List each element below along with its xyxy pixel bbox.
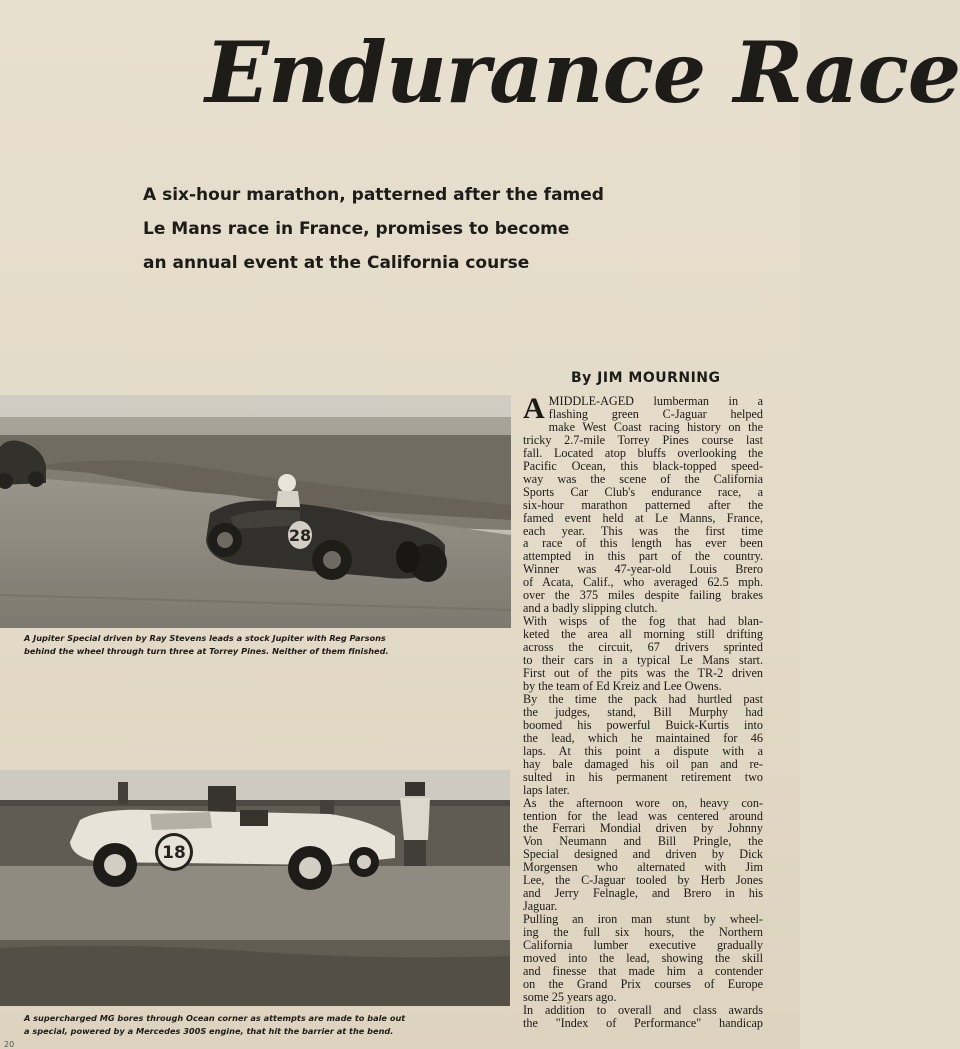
body-line: First out of the pits was the TR-2 driven: [523, 666, 763, 681]
body-line: across the circuit, 67 drivers sprinted: [523, 640, 763, 655]
body-line: flashing green C-Jaguar helped: [548, 406, 763, 421]
body-line: sulted in his permanent retirement two: [523, 769, 763, 784]
photo2-car-number: 18: [162, 843, 186, 863]
photo1-car-number: 28: [288, 526, 312, 545]
body-line: attempted in this part of the country.: [523, 549, 763, 564]
article-deck: [143, 178, 663, 280]
photo1-caption: [24, 632, 504, 658]
body-line: By the time the pack had hurtled past: [523, 691, 763, 706]
body-line: six-hour marathon patterned after the: [523, 497, 763, 512]
body-line: MIDDLE-AGED lumberman in a: [548, 394, 763, 408]
article-body: [523, 392, 763, 1045]
body-line: tricky 2.7-mile Torrey Pines course last: [523, 432, 763, 447]
deck-line: an annual event at the California course: [143, 253, 530, 273]
caption-line: A supercharged MG bores through Ocean corner as attempts are made to bale out: [24, 1013, 406, 1023]
body-line: way was the scene of the California: [523, 471, 763, 486]
body-line: Pulling an iron man stunt by wheel-: [523, 912, 763, 927]
body-line: some 25 years ago.: [523, 989, 617, 1004]
deck-line: A six-hour marathon, patterned after the famed: [143, 185, 604, 205]
body-line: ing the full six hours, the Northern: [523, 925, 763, 940]
body-line: Special designed and driven by Dick: [523, 847, 763, 862]
body-line: Lee, the C-Jaguar tooled by Herb Jones: [523, 873, 763, 888]
body-line: and Jerry Felnagle, and Brero in his: [523, 886, 763, 901]
body-line: Von Neumann and Bill Pringle, the: [523, 834, 763, 849]
body-line: the judges, stand, Bill Murphy had: [523, 704, 763, 719]
body-line: by the team of Ed Kreiz and Lee Owens.: [523, 678, 722, 693]
body-line: moved into the lead, showing the skill: [523, 950, 763, 965]
body-line: As the afternoon wore on, heavy con-: [523, 795, 763, 810]
body-line: each year. This was the first time: [523, 523, 763, 538]
page-number: 20: [4, 1040, 15, 1049]
caption-line: a special, powered by a Mercedes 300S engine, that hit the barrier at the bend.: [24, 1026, 394, 1036]
body-line: laps. At this point a dispute with a: [523, 743, 763, 758]
body-line: laps later.: [523, 782, 570, 797]
body-line: fall. Located atop bluffs overlooking the: [523, 445, 763, 460]
body-line: With wisps of the fog that had blan-: [523, 614, 763, 629]
body-line: over the 375 miles despite failing brakes: [523, 588, 763, 603]
body-line: Jaguar.: [523, 899, 558, 914]
body-line: on the Grand Prix courses of Europe: [523, 976, 763, 991]
photo-jupiter-image: [0, 395, 511, 628]
body-line: famed event held at Le Manns, France,: [523, 510, 763, 525]
drop-cap: A: [523, 392, 545, 425]
body-line: of Acata, Calif., who averaged 62.5 mph.: [523, 575, 763, 590]
body-line: the Ferrari Mondial driven by Johnny: [523, 821, 763, 836]
body-line: hay bale damaged his oil pan and re-: [523, 756, 763, 771]
body-line: make West Coast racing history on the: [548, 419, 763, 434]
body-line: a race of this length has ever been: [523, 536, 763, 551]
body-line: to their cars in a typical Le Mans start.: [523, 653, 763, 668]
body-line: the "Index of Performance" handicap: [523, 1015, 763, 1030]
body-line: Pacific Ocean, this black-topped speed-: [523, 458, 763, 473]
byline: By JIM MOURNING: [571, 370, 721, 386]
race-photo-mg: [0, 770, 510, 1006]
race-photo-jupiter: [0, 395, 511, 628]
caption-line: behind the wheel through turn three at Torrey Pines. Neither of them finished.: [24, 646, 389, 656]
body-line: and finesse that made him a contender: [523, 963, 763, 978]
body-line: boomed his powerful Buick-Kurtis into: [523, 717, 763, 732]
body-line: keted the area all morning still drifting: [523, 627, 763, 642]
caption-line: A Jupiter Special driven by Ray Stevens leads a stock Jupiter with Reg Parsons: [24, 633, 386, 643]
body-line: the lead, which he maintained for 46: [523, 730, 763, 745]
body-line: California lumber executive gradually: [523, 938, 763, 953]
body-line: In addition to overall and class awards: [523, 1002, 763, 1017]
body-line: Winner was 47-year-old Louis Brero: [523, 562, 763, 577]
body-line: and a badly slipping clutch.: [523, 601, 658, 616]
body-line: Morgensen who alternated with Jim: [523, 860, 763, 875]
article-title: Endurance Race: [205, 23, 960, 122]
photo-mg-image: [0, 770, 510, 1006]
photo2-caption: [24, 1012, 504, 1038]
body-line: Sports Car Club's endurance race, a: [523, 484, 763, 499]
body-line: tention for the lead was centered around: [523, 808, 763, 823]
deck-line: Le Mans race in France, promises to become: [143, 219, 570, 239]
